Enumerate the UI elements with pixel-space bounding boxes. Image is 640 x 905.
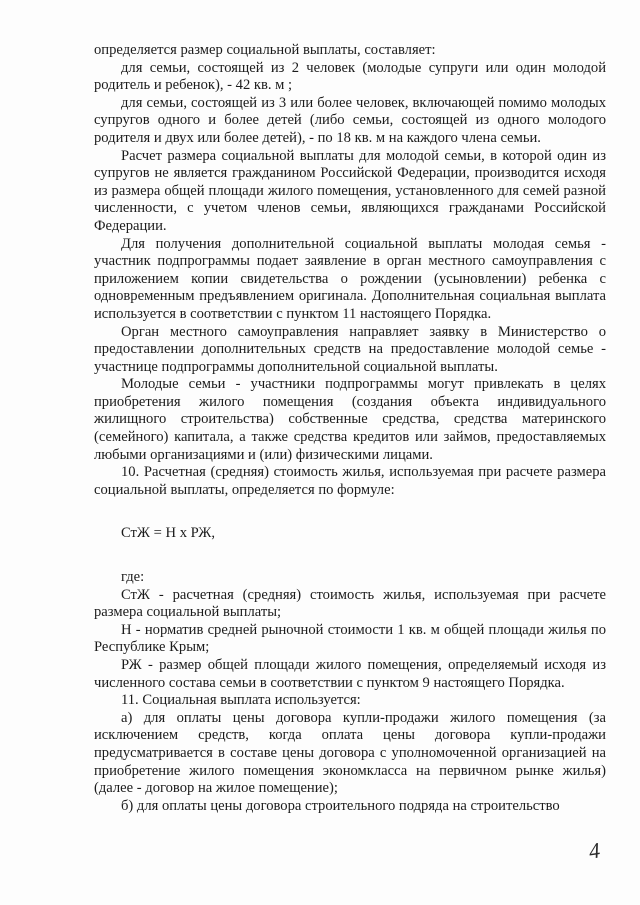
- document-body: [94, 42, 606, 815]
- paragraph: а) для оплаты цены договора купли-продажи жилого помещения (за исключением средств, когда оплата цены договора купли-продажи предусматривается в составе цены договора с уполномоченной организацией на приобретение жилого помещения экономкласса на первичном рынке жилья) (далее - договор на жилое помещение);: [94, 709, 606, 797]
- paragraph: Для получения дополнительной социальной выплаты молодая семья - участник подпрограммы подает заявление в орган местного самоуправления с приложением копии свидетельства о рождении (усыновлении) ребенка с одновременным предъявлением оригинала. Дополнительная социальная выплата используется в соответствии с пунктом 11 настоящего Порядка.: [94, 235, 606, 322]
- paragraph: 10. Расчетная (средняя) стоимость жилья, используемая при расчете размера социальной выплаты, определяется по формуле:: [94, 464, 606, 498]
- paragraph: РЖ - размер общей площади жилого помещения, определяемый исходя из численного состава семьи в соответствии с пунктом 9 настоящего Порядка.: [94, 657, 606, 691]
- paragraph: 11. Социальная выплата используется:: [121, 692, 361, 709]
- paragraph: Орган местного самоуправления направляет заявку в Министерство о предоставлении дополнительных средств на предоставление молодой семье - участнице подпрограммы дополнительной социальной выплаты.: [94, 323, 606, 375]
- paragraph: б) для оплаты цены договора строительного подряда на строительство: [121, 797, 560, 814]
- paragraph: где:: [121, 569, 145, 586]
- paragraph: Молодые семьи - участники подпрограммы могут привлекать в целях приобретения жилого помещения (создания объекта индивидуального жилищного строительства) собственные средства, средства материнского (семейного) капитала, а также средства кредитов или займов, предоставляемых любыми организациями и (или) физическими лицами.: [94, 376, 606, 463]
- formula: СтЖ = Н х РЖ,: [121, 525, 215, 542]
- paragraph: определяется размер социальной выплаты, составляет:: [94, 42, 436, 58]
- spacer: [94, 543, 606, 569]
- paragraph: для семьи, состоящей из 3 или более человек, включающей помимо молодых супругов одного и более детей (либо семьи, состоящей из одного молодого родителя и двух или более детей), - по 18 кв. м на каждого члена семьи.: [94, 94, 606, 146]
- paragraph: Н - норматив средней рыночной стоимости 1 кв. м общей площади жилья по Республике Крым;: [94, 621, 606, 656]
- paragraph: СтЖ - расчетная (средняя) стоимость жилья, используемая при расчете размера социальной выплаты;: [94, 586, 606, 621]
- spacer: [94, 499, 606, 525]
- paragraph: для семьи, состоящей из 2 человек (молодые супруги или один молодой родитель и ребенок), - 42 кв. м ;: [94, 59, 606, 94]
- paragraph: Расчет размера социальной выплаты для молодой семьи, в которой один из супругов не является гражданином Российской Федерации, производится исходя из размера общей площади жилого помещения, установленного для семей разной численности, с учетом членов семьи, являющихся гражданами Российской Федерации.: [94, 147, 606, 234]
- page-number: 4: [587, 837, 602, 864]
